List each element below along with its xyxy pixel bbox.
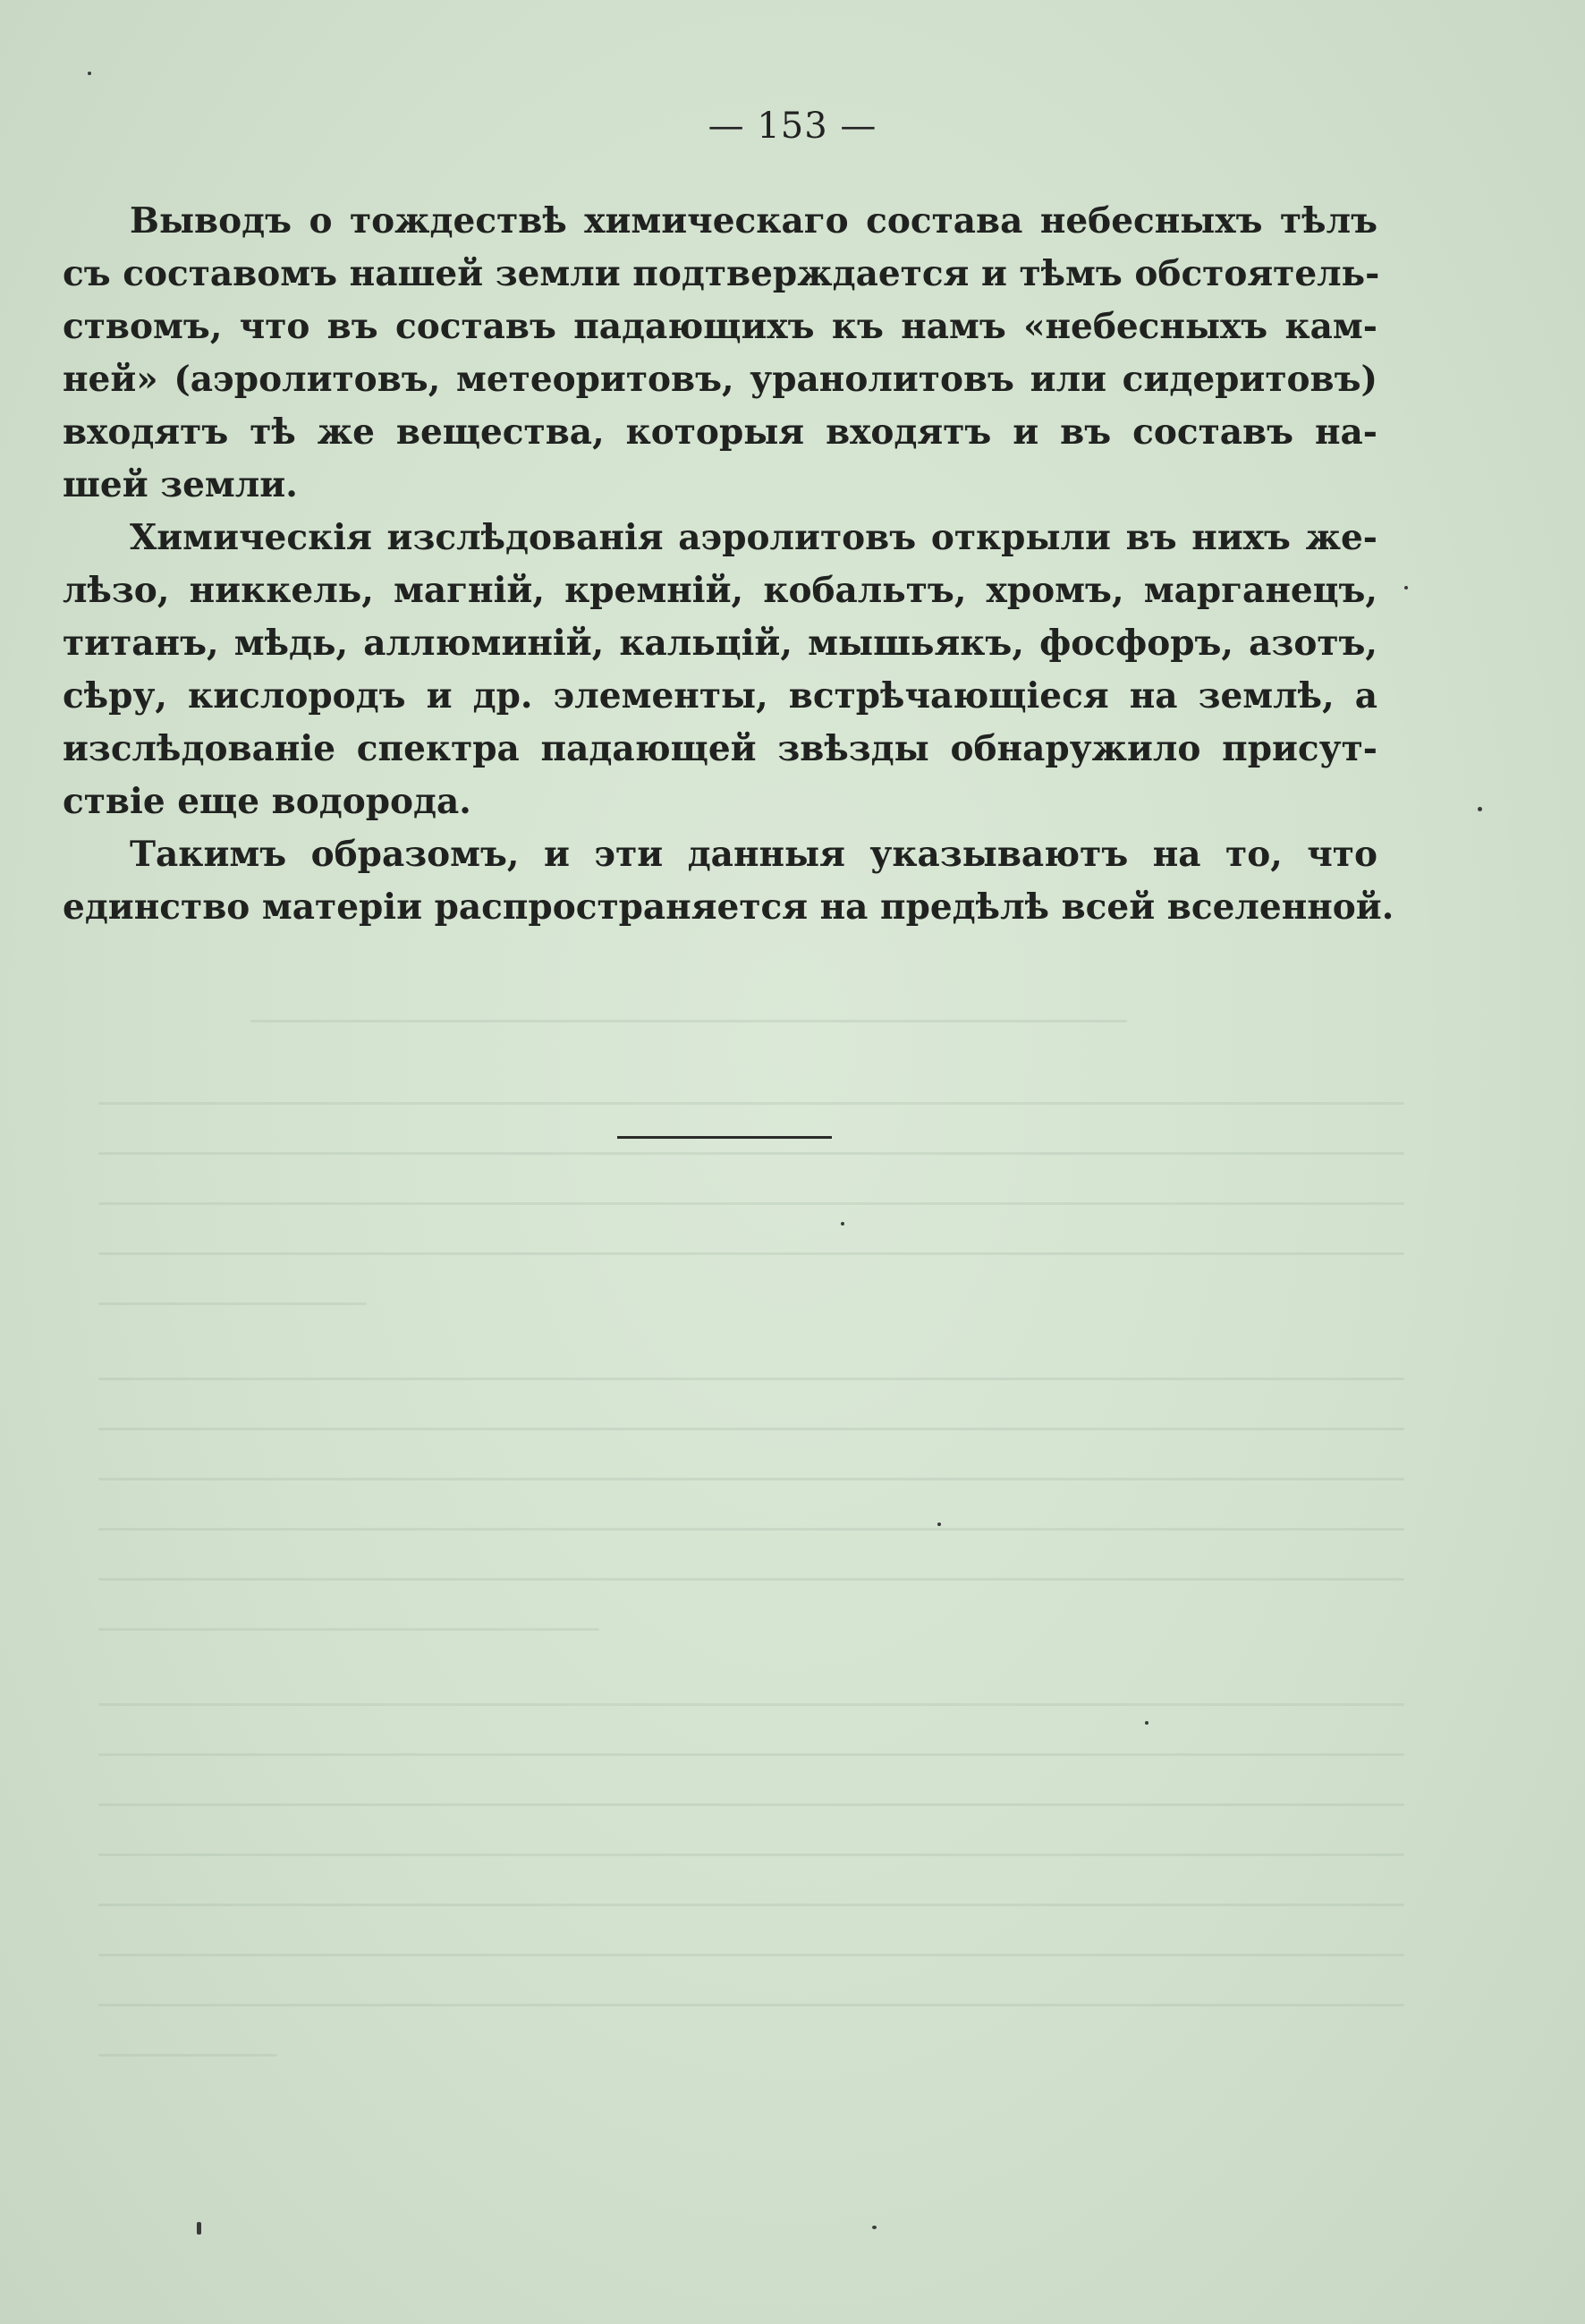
bleed-through-line <box>98 1428 1404 1430</box>
bleed-through-line <box>98 1152 1404 1155</box>
paragraph <box>63 828 1394 934</box>
text-line: ствомъ, что въ составъ падающихъ къ намъ «небесныхъ кам- <box>63 306 1377 347</box>
bleed-through-line <box>98 1302 367 1305</box>
text-line: Такимъ образомъ, и эти данныя указываютъ на то, что <box>130 834 1377 875</box>
bleed-through-line <box>98 1578 1404 1581</box>
bleed-through-line <box>98 1853 1404 1856</box>
bleed-through-line <box>98 1904 1404 1906</box>
bleed-through-line <box>98 2004 1404 2006</box>
paragraph <box>63 512 1377 828</box>
text-line: шей земли. <box>63 464 298 505</box>
bleed-through-line <box>98 1803 1404 1806</box>
page-number: — 153 — <box>708 106 877 147</box>
bleed-through-line <box>98 1102 1404 1105</box>
bleed-through-line <box>98 2054 277 2057</box>
bleed-through-line <box>98 1378 1404 1380</box>
bleed-through-line <box>98 1202 1404 1205</box>
text-line: ствіе еще водорода. <box>63 781 471 822</box>
text-line: Выводъ о тождествѣ химическаго состава небесныхъ тѣлъ <box>130 200 1377 242</box>
text-line: единство матеріи распространяется на предѣлѣ всей вселенной. <box>63 886 1394 928</box>
section-divider <box>617 1136 832 1139</box>
bleed-through-line <box>250 1020 1127 1022</box>
bleed-through-line <box>98 1628 599 1631</box>
text-line: Химическія изслѣдованія аэролитовъ открыли въ нихъ же- <box>130 517 1377 558</box>
text-line: входятъ тѣ же вещества, которыя входятъ и въ составъ на- <box>63 411 1377 453</box>
bleed-through-line <box>98 1252 1404 1255</box>
bleed-through-line <box>98 1528 1404 1531</box>
bleed-through-line <box>98 1954 1404 1956</box>
text-line: титанъ, мѣдь, аллюминій, кальцій, мышьякъ, фосфоръ, азотъ, <box>63 623 1377 664</box>
text-line: ней» (аэролитовъ, метеоритовъ, уранолитовъ или сидеритовъ) <box>63 359 1377 400</box>
text-line: съ составомъ нашей земли подтверждается и тѣмъ обстоятель- <box>63 253 1380 294</box>
paragraph <box>63 195 1380 512</box>
bleed-through-line <box>98 1478 1404 1480</box>
bleed-through-line <box>98 1703 1404 1706</box>
bleed-through-line <box>98 1753 1404 1756</box>
text-line: сѣру, кислородъ и др. элементы, встрѣчающіеся на землѣ, а <box>63 675 1377 717</box>
body-text <box>63 195 1394 934</box>
text-line: лѣзо, никкель, магній, кремній, кобальтъ, хромъ, марганецъ, <box>63 570 1377 611</box>
text-line: изслѣдованіе спектра падающей звѣзды обнаружило присут- <box>63 728 1377 769</box>
